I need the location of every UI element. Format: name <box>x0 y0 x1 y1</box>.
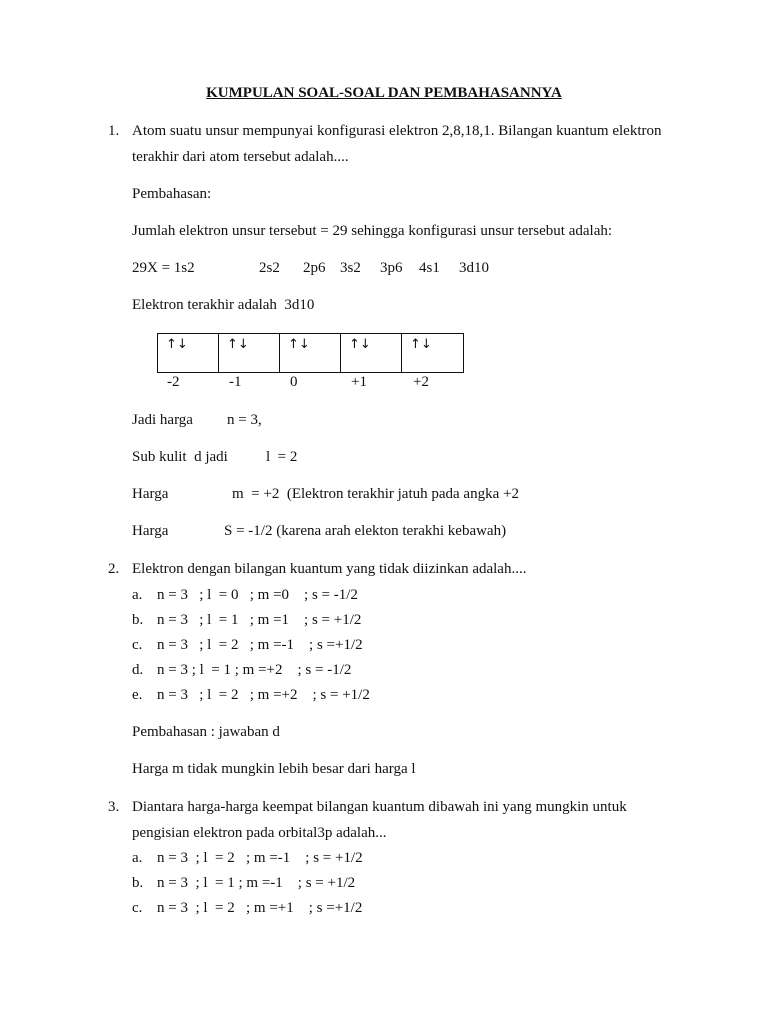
question-1-line-2: terakhir dari atom tersebut adalah.... <box>132 149 349 165</box>
question-2-number: 2. <box>108 561 120 577</box>
orbital-diagram <box>157 333 464 373</box>
option-text: n = 3 ; l = 2 ; m =+2 ; s = +1/2 <box>157 687 370 703</box>
question-2-note: Harga m tidak mungkin lebih besar dari harga l <box>132 761 416 777</box>
option-text: n = 3 ; l = 2 ; m =-1 ; s = +1/2 <box>157 850 363 866</box>
option-letter: e. <box>132 687 143 703</box>
option-letter: d. <box>132 662 144 678</box>
question-1-line-1: Atom suatu unsur mempunyai konfigurasi elektron 2,8,18,1. Bilangan kuantum elektron <box>132 123 662 139</box>
option-text: n = 3 ; l = 2 ; m =+1 ; s =+1/2 <box>157 900 363 916</box>
option-letter: b. <box>132 875 144 891</box>
question-2-text: Elektron dengan bilangan kuantum yang tidak diizinkan adalah.... <box>132 561 527 577</box>
magnetic-number-label: -1 <box>229 374 242 390</box>
config-part: 2s2 <box>259 260 280 276</box>
s-label: Harga <box>132 523 169 539</box>
option-text: n = 3 ; l = 2 ; m =-1 ; s =+1/2 <box>157 637 363 653</box>
option-text: n = 3 ; l = 1 ; m =1 ; s = +1/2 <box>157 612 362 628</box>
question-1-number: 1. <box>108 123 120 139</box>
question-3-line-2: pengisian elektron pada orbital3p adalah... <box>132 825 387 841</box>
config-part: 4s1 <box>419 260 440 276</box>
orbital-box: ↑↓ <box>158 334 219 372</box>
magnetic-number-label: -2 <box>167 374 180 390</box>
page-title: KUMPULAN SOAL-SOAL DAN PEMBAHASANNYA <box>206 85 562 101</box>
l-label: Sub kulit d jadi <box>132 449 228 465</box>
l-value: l = 2 <box>266 449 298 465</box>
s-value: S = -1/2 (karena arah elekton terakhi kebawah) <box>224 523 507 539</box>
option-text: n = 3 ; l = 0 ; m =0 ; s = -1/2 <box>157 587 358 603</box>
m-label: Harga <box>132 486 169 502</box>
option-letter: b. <box>132 612 144 628</box>
m-value: m = +2 (Elektron terakhir jatuh pada angka +2 <box>232 486 519 502</box>
option-letter: a. <box>132 587 143 603</box>
config-part: 3d10 <box>459 260 489 276</box>
magnetic-number-label: +1 <box>351 374 367 390</box>
option-letter: c. <box>132 637 143 653</box>
config-part: 3s2 <box>340 260 361 276</box>
config-part: 3p6 <box>380 260 403 276</box>
orbital-box: ↑↓ <box>280 334 341 372</box>
magnetic-number-label: +2 <box>413 374 429 390</box>
orbital-box: ↑↓ <box>219 334 280 372</box>
question-2-pembahasan: Pembahasan : jawaban d <box>132 724 280 740</box>
orbital-box: ↑↓ <box>341 334 402 372</box>
question-1-pembahasan-heading: Pembahasan: <box>132 186 212 202</box>
question-3-number: 3. <box>108 799 120 815</box>
last-electron-text: Elektron terakhir adalah 3d10 <box>132 297 315 313</box>
option-text: n = 3 ; l = 1 ; m =-1 ; s = +1/2 <box>157 875 356 891</box>
option-letter: c. <box>132 900 143 916</box>
question-3-line-1: Diantara harga-harga keempat bilangan kuantum dibawah ini yang mungkin untuk <box>132 799 627 815</box>
option-letter: a. <box>132 850 143 866</box>
config-start: 29X = 1s2 <box>132 260 195 276</box>
option-text: n = 3 ; l = 1 ; m =+2 ; s = -1/2 <box>157 662 352 678</box>
n-value: n = 3, <box>227 412 262 428</box>
config-part: 2p6 <box>303 260 326 276</box>
n-label: Jadi harga <box>132 412 193 428</box>
question-1-jumlah-text: Jumlah elektron unsur tersebut = 29 sehingga konfigurasi unsur tersebut adalah: <box>132 223 613 239</box>
magnetic-number-label: 0 <box>290 374 298 390</box>
orbital-box: ↑↓ <box>410 337 432 352</box>
